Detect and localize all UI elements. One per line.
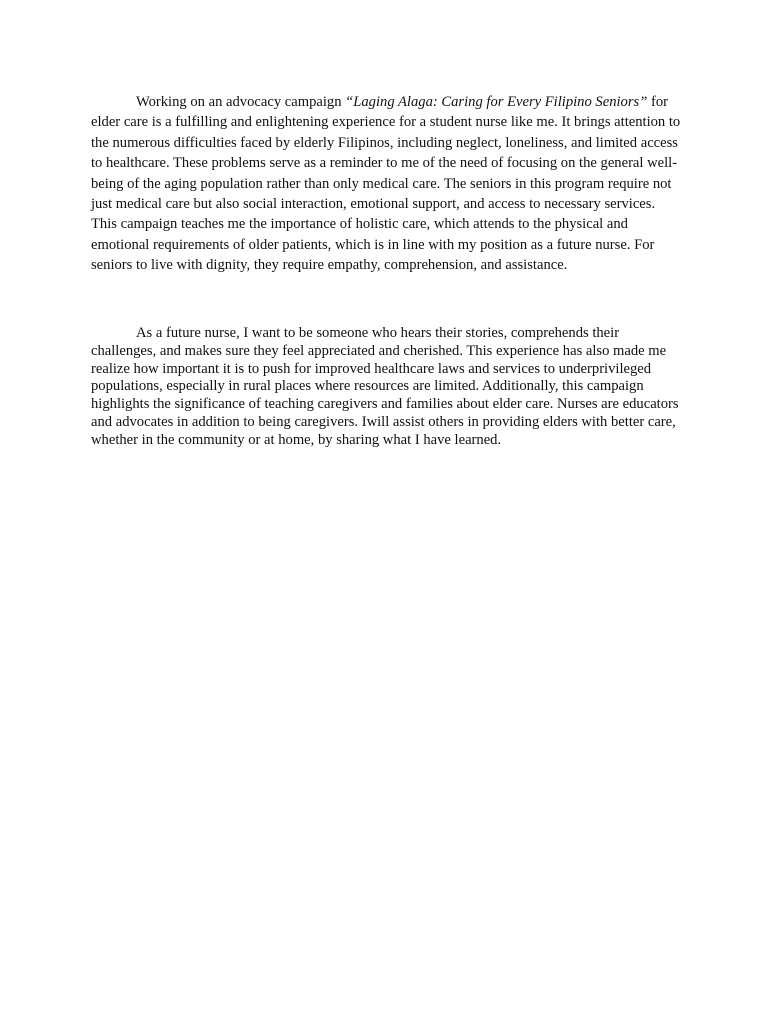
campaign-title: “Laging Alaga: Caring for Every Filipino Seniors” [345, 94, 648, 110]
paragraph-2: As a future nurse, I want to be someone who hears their stories, comprehends their challenges, and makes sure they feel appreciated and cherished. This experience has also made me realize how important it is to push for improved healthcare laws and services to underprivileged populations, especially in rural places where resources are limited. Additionally, this campaign highlights the significance of teaching caregivers and families about elder care. Nurses are educators and advocates in addition to being caregivers. Iwill assist others in providing elders with better care, whether in the community or at home, by sharing what I have learned. [91, 325, 679, 448]
paragraph-1-intro: Working on an advocacy campaign [136, 94, 346, 110]
paragraph-1 [91, 92, 681, 276]
paragraph-1-body: for elder care is a fulfilling and enlightening experience for a student nurse like me. It brings attention to the numerous difficulties faced by elderly Filipinos, including neglect, loneliness, and limited access to healthcare. These problems serve as a reminder to me of the need of focusing on the general well-being of the aging population rather than only medical care. The seniors in this program require not just medical care but also social interaction, emotional support, and access to necessary services. This campaign teaches me the importance of holistic care, which attends to the physical and emotional requirements of older patients, which is in line with my position as a future nurse. For seniors to live with dignity, they require empathy, comprehension, and assistance. [91, 94, 681, 274]
